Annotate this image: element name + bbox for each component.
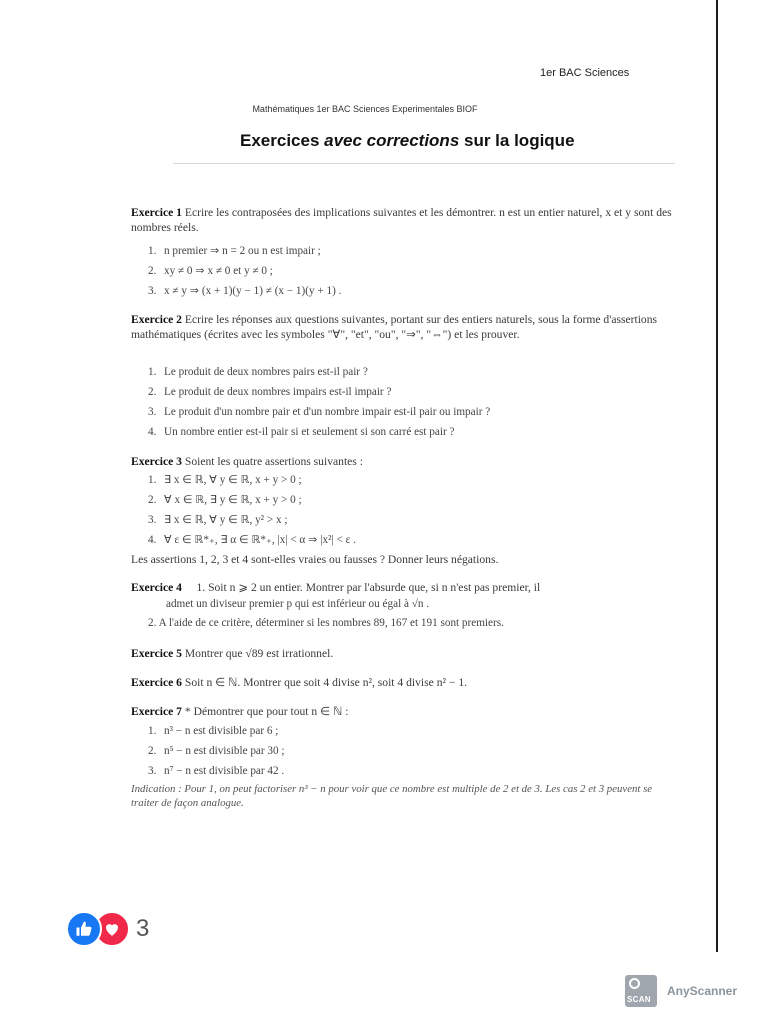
title-divider [173, 163, 675, 164]
document-title [240, 131, 575, 151]
exercise-text: Montrer que √89 est irrationnel. [184, 647, 334, 660]
list-item: 3. Le produit d'un nombre pair et d'un nombre impair est-il pair ou impair ? [148, 406, 491, 418]
exercise-6 [131, 675, 676, 690]
list-item: 4. Un nombre entier est-il pair si et seulement si son carré est pair ? [148, 426, 455, 438]
exercise-4-item-1: 1. Soit n ⩾ 2 un entier. Montrer par l'absurde que, si n n'est pas premier, il [196, 581, 541, 594]
exercise-label: Exercice 2 [131, 313, 182, 326]
title-part-3: sur la logique [459, 131, 575, 150]
reaction-count[interactable]: 3 [136, 915, 150, 942]
exercise-text: Ecrire les contraposées des implications suivantes et les démontrer. n est un entier naturel, x et y sont des nombres réels. [131, 206, 672, 234]
title-part-2: avec corrections [324, 131, 460, 150]
list-item: 3. x ≠ y ⇒ (x + 1)(y − 1) ≠ (x − 1)(y + 1) . [148, 285, 342, 297]
list-item: 4. ∀ ε ∈ ℝ*₊, ∃ α ∈ ℝ*₊, |x| < α ⇒ |x²| < ε . [148, 534, 356, 546]
scanner-name: AnyScanner [667, 984, 738, 998]
list-item: 1. n³ − n est divisible par 6 ; [148, 725, 279, 737]
exercise-7-hint: Indication : Pour 1, on peut factoriser n³ − n pour voir que ce nombre est multiple de 2 et de 3. Les cas 2 et 3 peuvent se traiter de façon analogue. [131, 783, 653, 809]
list-item: 3. n⁷ − n est divisible par 42 . [148, 765, 285, 777]
exercise-3-question: Les assertions 1, 2, 3 et 4 sont-elles vraies ou fausses ? Donner leurs négations. [131, 553, 499, 566]
exercise-label: Exercice 6 [131, 676, 182, 689]
like-icon[interactable] [66, 911, 102, 947]
exercise-label: Exercice 4 [131, 581, 182, 594]
exercise-2 [131, 312, 676, 342]
exercise-7 [131, 704, 676, 719]
exercise-label: Exercice 3 [131, 455, 182, 468]
list-item: 1. n premier ⇒ n = 2 ou n est impair ; [148, 245, 321, 257]
exercise-5 [131, 646, 676, 661]
scanner-watermark [625, 975, 737, 1007]
exercise-1 [131, 205, 676, 235]
list-item: 2. ∀ x ∈ ℝ, ∃ y ∈ ℝ, x + y > 0 ; [148, 494, 302, 506]
page-edge-line [716, 0, 718, 952]
list-item: 2. xy ≠ 0 ⇒ x ≠ 0 et y ≠ 0 ; [148, 265, 273, 277]
level-label: 1er BAC Sciences [540, 67, 630, 79]
exercise-4-item-2: 2. A l'aide de ce critère, déterminer si les nombres 89, 167 et 191 sont premiers. [148, 617, 504, 629]
list-item: 1. ∃ x ∈ ℝ, ∀ y ∈ ℝ, x + y > 0 ; [148, 474, 302, 486]
scanner-logo-icon: SCAN [625, 975, 657, 1007]
exercise-label: Exercice 1 [131, 206, 182, 219]
list-item: 1. Le produit de deux nombres pairs est-il pair ? [148, 366, 368, 378]
list-item: 2. n⁵ − n est divisible par 30 ; [148, 745, 285, 757]
exercise-text: Ecrire les réponses aux questions suivantes, portant sur des entiers naturels, sous la forme d'assertions mathématiques (écrites avec les symboles "∀", "et", "ou", "⇒", "⇔") et les prouver. [131, 313, 658, 341]
exercise-3 [131, 454, 676, 469]
exercise-label: Exercice 5 [131, 647, 182, 660]
list-item: 2. Le produit de deux nombres impairs est-il impair ? [148, 386, 392, 398]
exercise-text: * Démontrer que pour tout n ∈ ℕ : [184, 705, 349, 718]
exercise-4-item-1-cont: admet un diviseur premier p qui est inférieur ou égal à √n . [166, 598, 430, 610]
document-subtitle: Mathématiques 1er BAC Sciences Experimentales BIOF [252, 104, 478, 114]
list-item: 3. ∃ x ∈ ℝ, ∀ y ∈ ℝ, y² > x ; [148, 514, 288, 526]
title-part-1: Exercices [240, 131, 325, 150]
exercise-text: Soient les quatre assertions suivantes : [184, 455, 363, 468]
exercise-label: Exercice 7 [131, 705, 182, 718]
exercise-text: Soit n ∈ ℕ. Montrer que soit 4 divise n², soit 4 divise n² − 1. [184, 676, 468, 689]
reactions-bar[interactable] [66, 912, 149, 946]
exercise-4 [131, 580, 676, 595]
